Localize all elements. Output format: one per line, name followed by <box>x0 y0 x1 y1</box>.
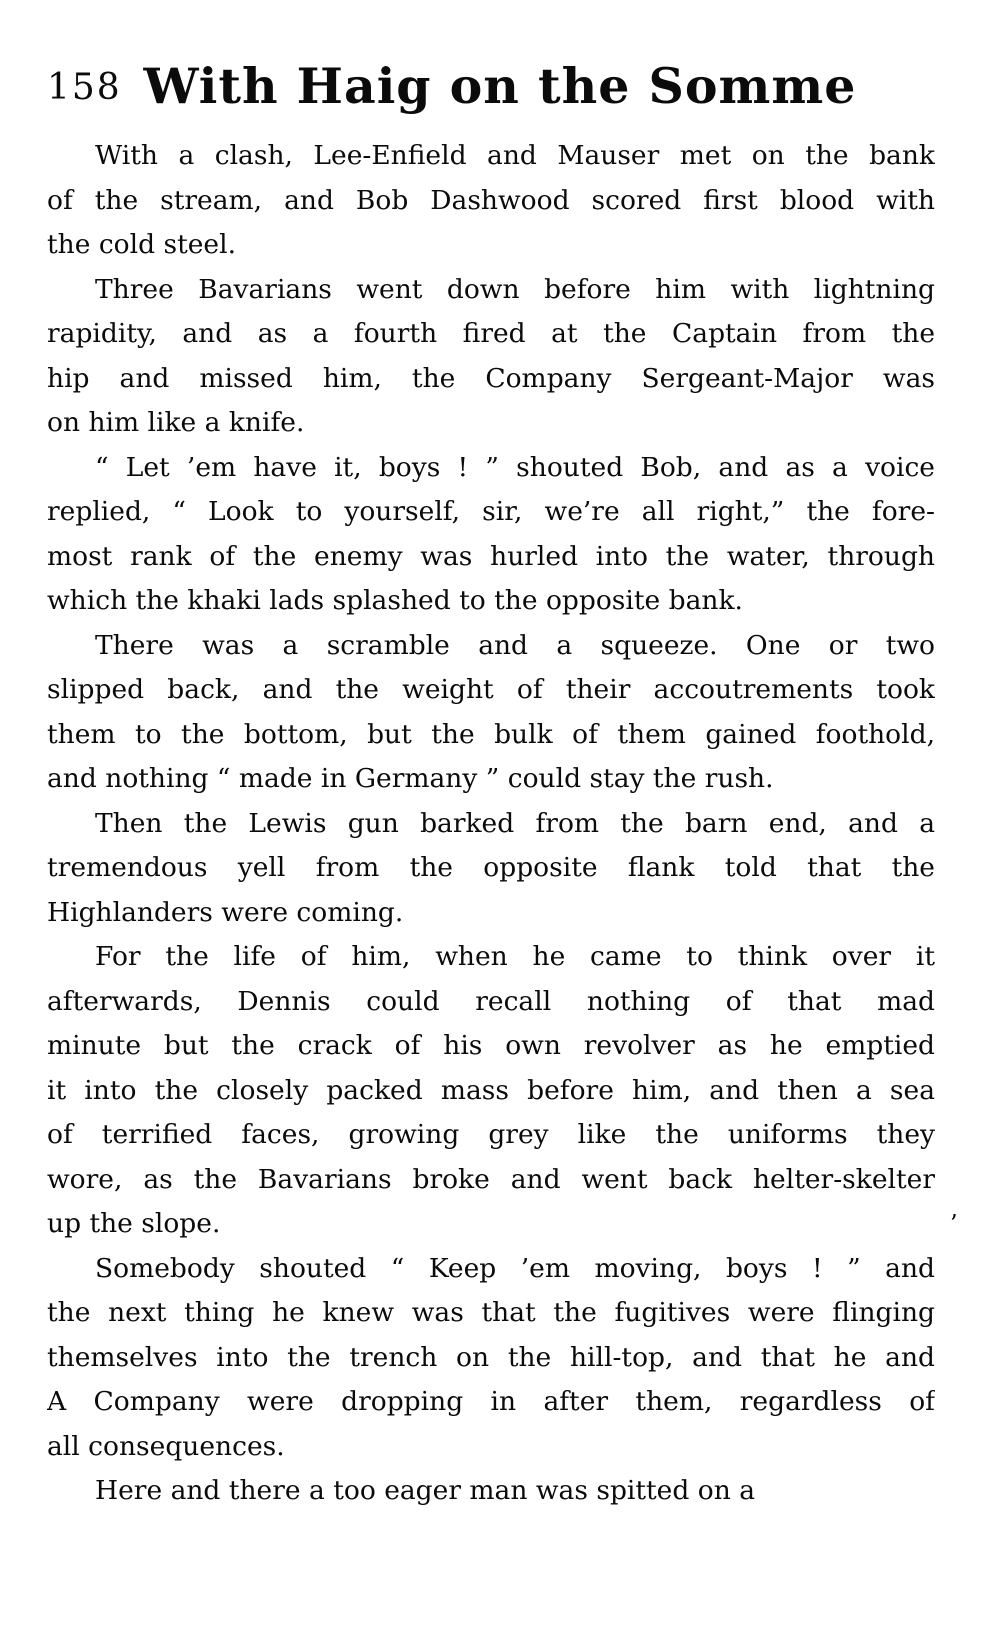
paragraph <box>47 624 935 802</box>
text-line: rapidity, and as a fourth fired at the Captain from the <box>47 318 935 349</box>
text-body <box>47 134 935 1514</box>
text-line: There was a scramble and a squeeze. One or two <box>95 629 935 661</box>
text-line: minute but the crack of his own revolver as he emptied <box>47 1030 935 1061</box>
running-title: With Haig on the Somme <box>143 57 857 115</box>
text-line: afterwards, Dennis could recall nothing of that mad <box>47 985 935 1017</box>
text-line: themselves into the trench on the hill-top, and that he and <box>47 1341 935 1373</box>
page-number: 158 <box>47 67 122 108</box>
text-line: most rank of the enemy was hurled into the water, through <box>47 540 935 572</box>
text-line: of the stream, and Bob Dashwood scored first blood with <box>47 184 935 216</box>
running-header <box>0 57 1000 116</box>
text-line: Here and there a too eager man was spitted on a <box>95 1475 755 1506</box>
text-line: slipped back, and the weight of their accoutrements took <box>47 674 935 705</box>
text-line: and nothing “ made in Germany ” could stay the rush. <box>47 763 774 794</box>
paragraph <box>47 134 935 268</box>
text-line: them to the bottom, but the bulk of them gained foothold, <box>47 718 935 750</box>
text-line: Then the Lewis gun barked from the barn end, and a <box>95 807 935 839</box>
text-line: which the khaki lads splashed to the opposite bank. <box>47 585 743 616</box>
text-line: tremendous yell from the opposite flank told that the <box>47 852 935 883</box>
paragraph <box>47 268 935 446</box>
text-line: Somebody shouted “ Keep ’em moving, boys ! ” and <box>95 1252 935 1284</box>
text-line: For the life of him, when he came to think over it <box>95 941 935 972</box>
stray-ink-mark: ’ <box>950 1210 958 1238</box>
text-line: Highlanders were coming. <box>47 896 404 928</box>
text-line: With a clash, Lee-Enfield and Mauser met on the bank <box>95 140 935 171</box>
paragraph <box>47 1469 935 1514</box>
text-line: Three Bavarians went down before him with lightning <box>95 273 935 305</box>
text-line: wore, as the Bavarians broke and went back helter-skelter <box>47 1163 935 1195</box>
text-line: all consequences. <box>47 1430 285 1462</box>
paragraph <box>47 802 935 936</box>
text-line: up the slope. <box>47 1208 221 1239</box>
text-line: A Company were dropping in after them, regardless of <box>47 1386 935 1417</box>
text-line: the cold steel. <box>47 229 236 260</box>
text-line: hip and missed him, the Company Sergeant-Major was <box>47 362 935 394</box>
text-line: “ Let ’em have it, boys ! ” shouted Bob, and as a voice <box>95 451 935 483</box>
paragraph <box>47 1247 935 1470</box>
text-line: replied, “ Look to yourself, sir, we’re all right,” the fore- <box>47 496 935 527</box>
text-line: the next thing he knew was that the fugitives were flinging <box>47 1297 935 1328</box>
paragraph <box>47 446 935 624</box>
text-line: on him like a knife. <box>47 407 305 438</box>
paragraph <box>47 935 935 1247</box>
text-line: it into the closely packed mass before him, and then a sea <box>47 1074 935 1106</box>
text-line: of terrified faces, growing grey like the uniforms they <box>47 1119 935 1150</box>
